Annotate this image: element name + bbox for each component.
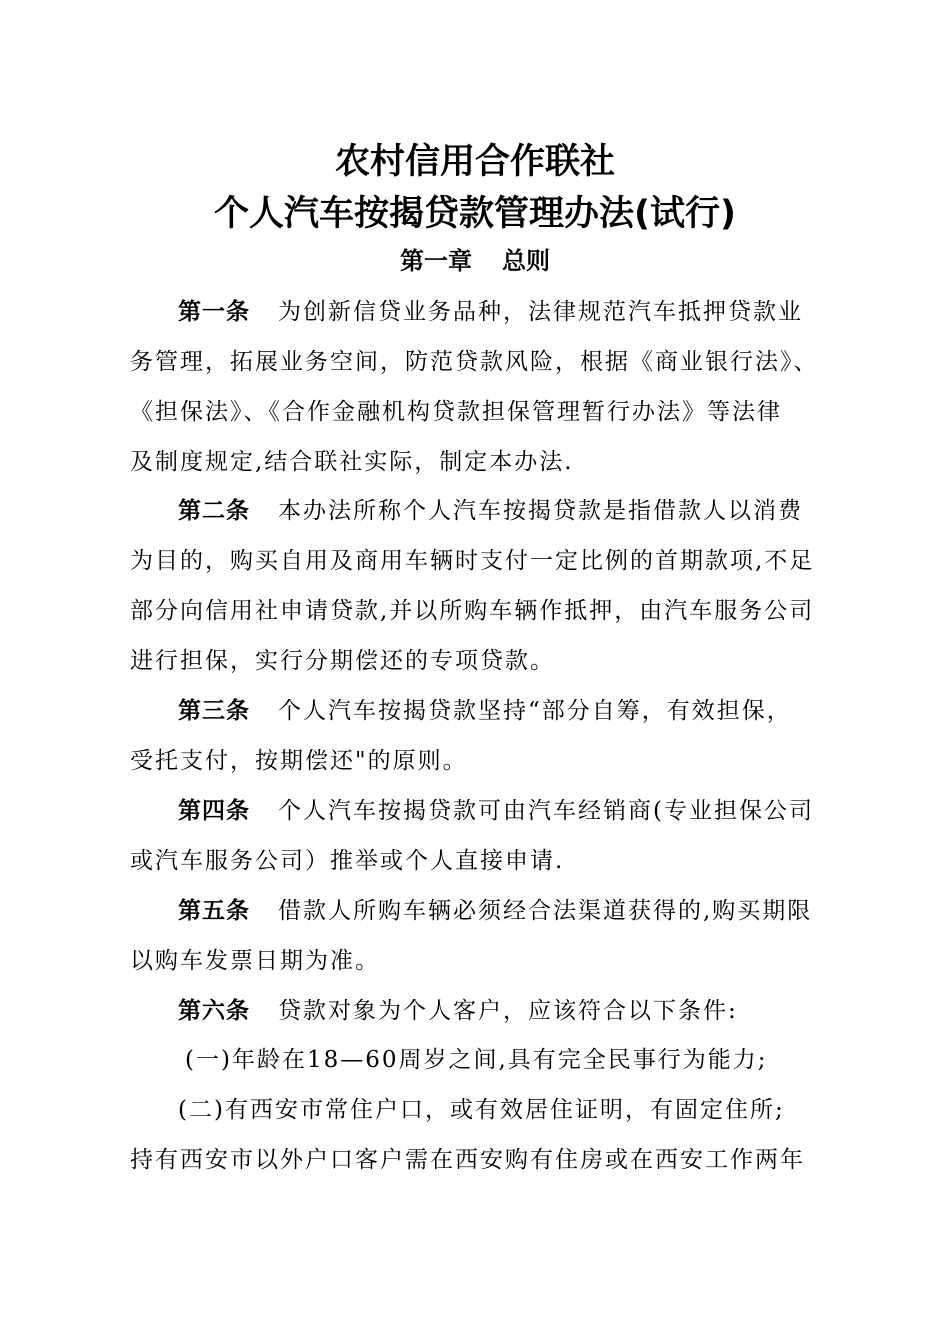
document-title-line-2: 个人汽车按揭贷款管理办法(试行)	[214, 194, 736, 234]
article-2-line-2: 为目的，购买自用及商用车辆时支付一定比例的首期款项,不足	[130, 548, 815, 574]
article-3-first-line	[178, 694, 840, 728]
article-5-first-line	[178, 894, 840, 928]
article-2-line-3: 部分向信用社申请贷款,并以所购车辆作抵押，由汽车服务公司	[130, 598, 815, 624]
article-text: 借款人所购车辆必须经合法渠道获得的,购买期限	[278, 898, 813, 924]
article-text: 本办法所称个人汽车按揭贷款是指借款人以消费	[278, 498, 803, 524]
article-4-first-line	[178, 794, 840, 828]
document-title-line-1: 农村信用合作联社	[334, 142, 615, 182]
article-text: 个人汽车按揭贷款可由汽车经销商(专业担保公司	[278, 798, 814, 824]
article-6-continuation: 持有西安市以外户口客户需在西安购有住房或在西安工作两年	[130, 1147, 805, 1173]
article-1-line-4: 及制度规定,结合联社实际，制定本办法.	[130, 449, 574, 475]
chapter-name: 总则	[502, 247, 550, 275]
article-2-line-4: 进行担保，实行分期偿还的专项贷款。	[130, 648, 555, 674]
article-text: 个人汽车按揭贷款坚持“部分自筹，有效担保，	[278, 698, 792, 724]
article-number: 第一条	[178, 299, 250, 325]
article-6-item-2: (二)有西安市常住户口，或有效居住证明，有固定住所;	[178, 1097, 785, 1123]
article-number: 第六条	[178, 998, 250, 1024]
article-6-first-line	[178, 994, 840, 1028]
article-1-first-line	[178, 295, 840, 329]
article-5-line-2: 以购车发票日期为准。	[130, 948, 380, 974]
article-3-line-2: 受托支付，按期偿还"的原则。	[130, 748, 468, 774]
article-4-line-2: 或汽车服务公司）推举或个人直接申请.	[130, 848, 565, 874]
article-6-item-1: (一)年龄在18—60周岁之间,具有完全民事行为能力;	[185, 1047, 768, 1073]
article-1-line-2: 务管理，拓展业务空间，防范贷款风险，根据《商业银行法》、	[130, 349, 819, 375]
article-number: 第五条	[178, 898, 250, 924]
article-text: 为创新信贷业务品种，法律规范汽车抵押贷款业	[278, 299, 803, 325]
article-number: 第四条	[178, 798, 250, 824]
article-1-line-3: 《担保法》、《合作金融机构贷款担保管理暂行办法》等法律	[130, 399, 782, 425]
article-text: 贷款对象为个人客户，应该符合以下条件:	[278, 998, 738, 1024]
article-number: 第三条	[178, 698, 250, 724]
chapter-heading	[0, 244, 950, 278]
article-2-first-line	[178, 494, 840, 528]
article-number: 第二条	[178, 498, 250, 524]
chapter-number: 第一章	[400, 247, 472, 275]
